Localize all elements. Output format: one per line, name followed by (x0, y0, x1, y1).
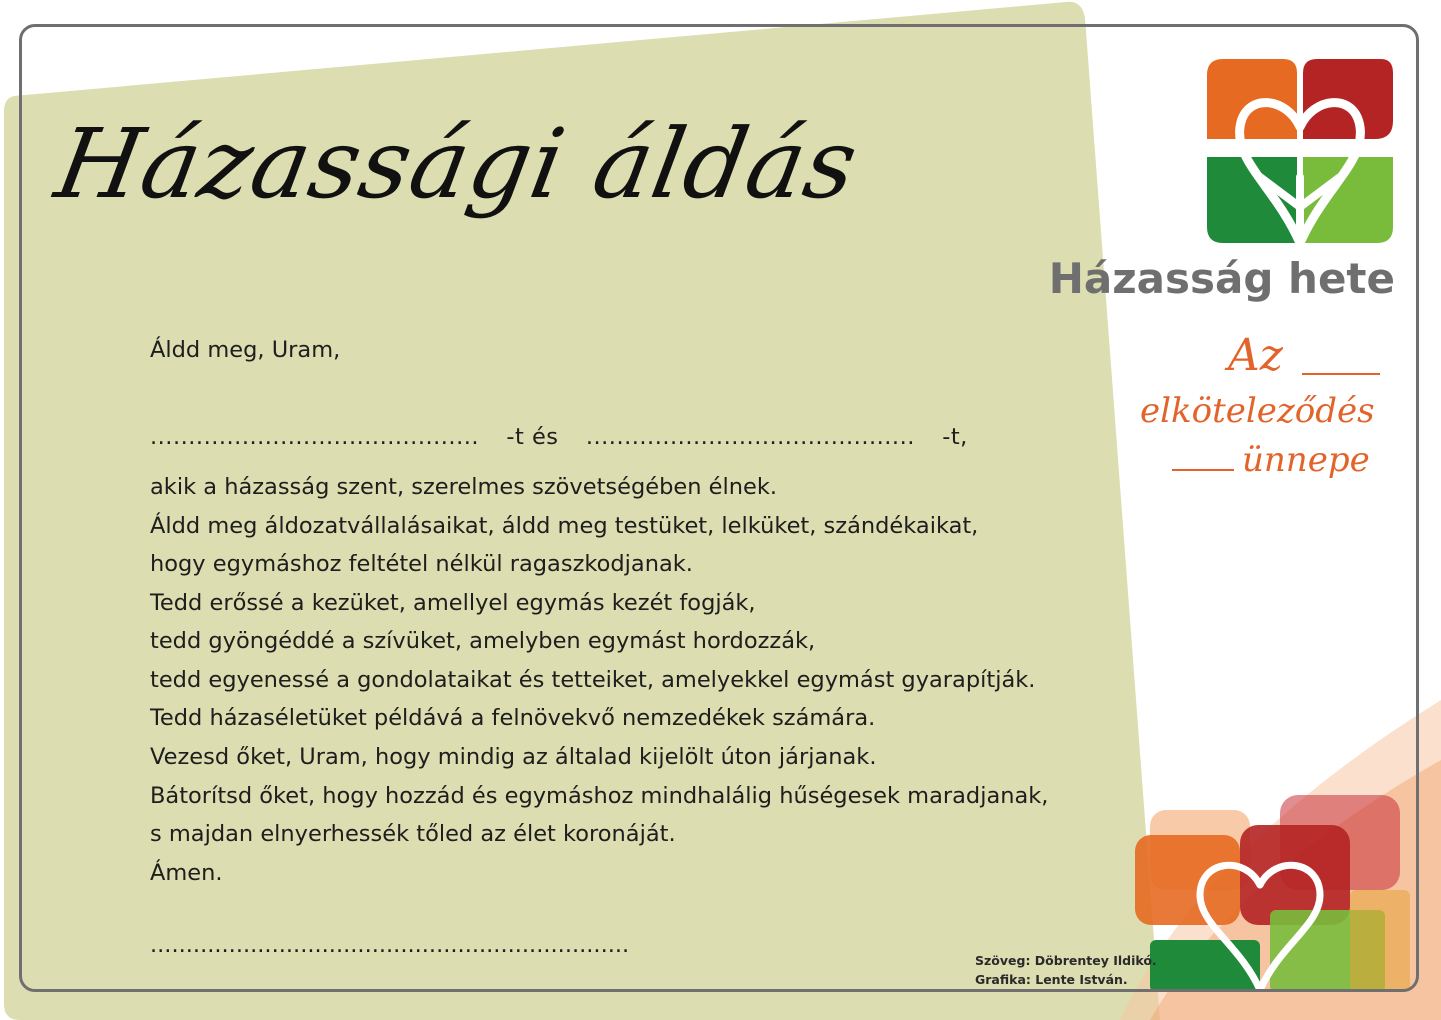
names-line (150, 424, 968, 450)
amen-line: Ámen. (150, 860, 223, 886)
blessing-line: Áldd meg áldozatvállalásaikat, áldd meg testüket, lelküket, szándékaikat, (150, 513, 979, 539)
blessing-line: Tedd erőssé a kezüket, amellyel egymás kezét fogják, (150, 590, 756, 616)
slogan-line-1: Az (1228, 330, 1283, 381)
slogan-line-2: elköteleződés (1140, 391, 1375, 431)
blessing-line: Vezesd őket, Uram, hogy mindig az általad kijelölt úton járjanak. (150, 744, 877, 770)
blessing-line: s majdan elnyerhessék tőled az élet koronáját. (150, 821, 676, 847)
names-suffix: -t, (942, 424, 968, 450)
names-connector: -t és (506, 424, 559, 450)
name-blank-2: ........................................... (585, 424, 915, 450)
blessing-line: tedd egyenessé a gondolataikat és tetteiket, amelyekkel egymást gyarapítják. (150, 667, 1036, 693)
blessing-line: Bátorítsd őket, hogy hozzád és egymáshoz mindhalálig hűségesek maradjanak, (150, 783, 1049, 809)
signature-blank: ................................................................... (150, 932, 630, 958)
blessing-line: tedd gyöngéddé a szívüket, amelyben egymást hordozzák, (150, 628, 816, 654)
blessing-line: akik a házasság szent, szerelmes szövetségében élnek. (150, 474, 778, 500)
blessing-line: Tedd házaséletüket példává a felnövekvő nemzedékek számára. (150, 705, 876, 731)
slogan-rule-top (1302, 373, 1380, 375)
page-title: Házassági áldás (48, 108, 866, 220)
slogan-line-3: ünnepe (1242, 440, 1370, 480)
brand-name: Házasság hete (1048, 254, 1395, 303)
credits-text: Szöveg: Döbrentey Ildikó. (975, 953, 1157, 968)
greeting-line: Áldd meg, Uram, (150, 337, 341, 363)
blessing-line: hogy egymáshoz feltétel nélkül ragaszkodjanak. (150, 551, 693, 577)
heart-flower-logo-icon (1205, 57, 1395, 247)
decorative-tiles (1130, 780, 1420, 992)
credits-graphics: Grafika: Lente István. (975, 972, 1128, 987)
slogan-rule-bottom (1172, 469, 1234, 471)
credits (975, 951, 1157, 989)
name-blank-1: ........................................... (150, 424, 480, 450)
